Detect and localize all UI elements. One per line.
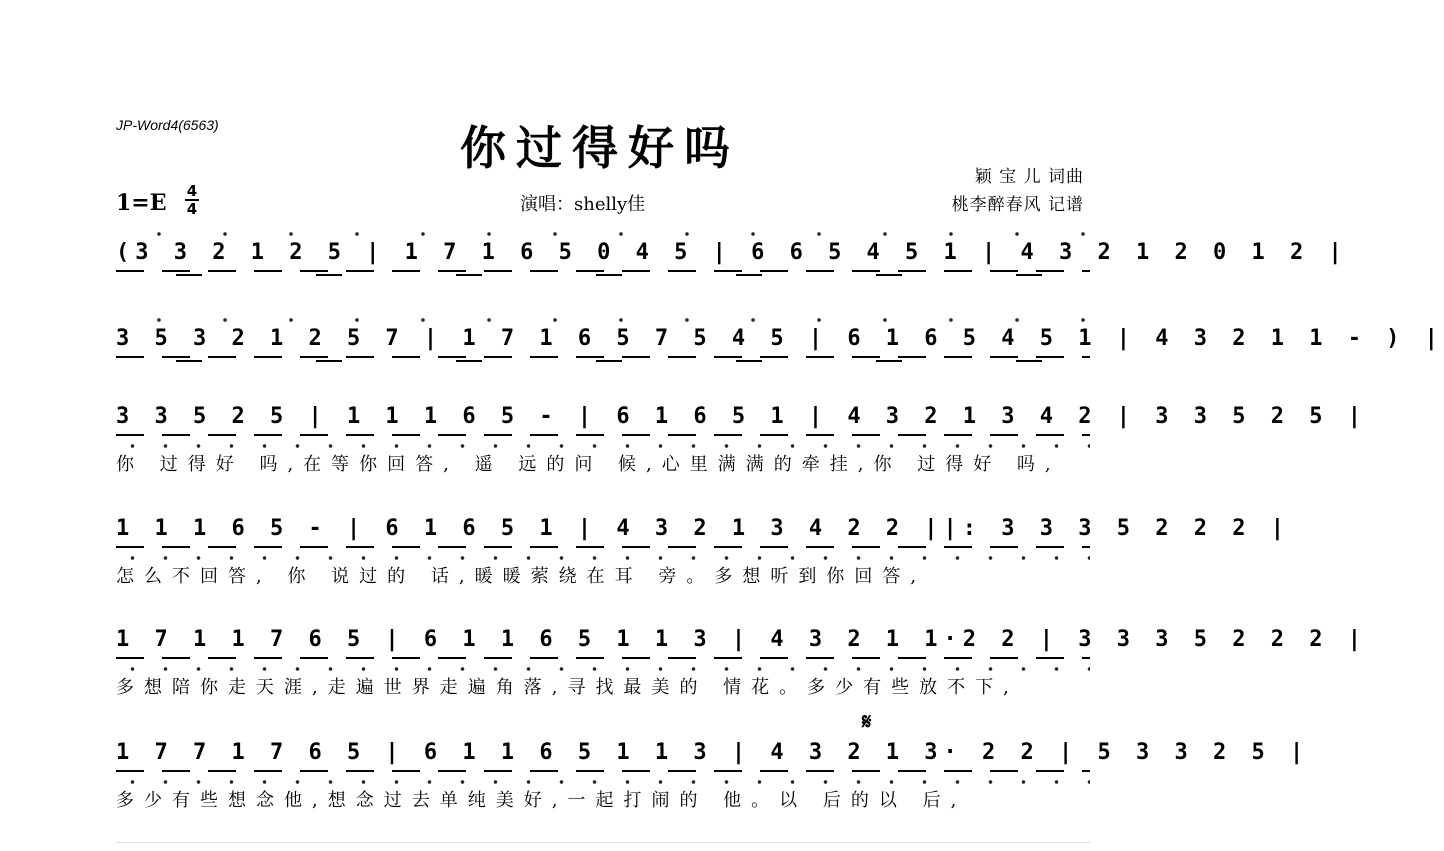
notes: 1 7 1 1 7 6 5 | 6 1 1 6 5 1 1 3 | 4 3 2 1 1·2 2 | 3 3 3 5 2 2 2 | [116,627,1367,652]
notes: 1 1 1 6 5 - | 6 1 6 5 1 | 4 3 2 1 3 4 2 2 ||: 3 3 3 5 2 2 2 | [116,516,1290,541]
notes: 3 5 3 2 1 2 5 7 | 1 7 1 6 5 7 5 4 5 | 6 1 6 5 4 5 1 | 4 3 2 1 1 - ) | [116,326,1444,351]
beam-lines [116,657,1090,663]
lyrics: 多想陪你走天涯,走遍世界走遍角落,寻找最美的 情花。多少有些放不下, [116,677,1019,698]
notes: 1 7 7 1 7 6 5 | 6 1 1 6 5 1 1 3 | 4 3 2 1 3· 2 2 | 5 3 3 2 5 | [116,740,1310,765]
beam-lines-double [116,360,1090,362]
beam-lines [116,770,1090,776]
song-title: 你过得好吗 [460,121,740,175]
composer-credit: 颖 宝 儿 词曲 [974,167,1084,187]
beam-lines [116,546,1090,552]
lyrics: 怎么不回答, 你 说过的 话,暖暖萦绕在耳 旁。多想听到你回答, [116,566,927,587]
lyrics: 你 过得好 吗,在等你回答, 遥 远的问 候,心里满满的牵挂,你 过得好 吗, [116,454,1061,475]
octave-dots-high [116,318,1090,322]
key-signature: 1=E [116,190,167,216]
beam-lines [116,434,1090,440]
notes: (3 3 2 1 2 5 | 1 7 1 6 5 0 4 5 | 6 6 5 4 5 1 | 4 3 2 1 2 0 1 2 | [116,240,1348,265]
time-signature-top: 4 [186,182,198,200]
octave-dots-low [116,667,1090,671]
lyrics: 多少有些想念他,想念过去单纯美好,一起打闹的 他。以 后的以 后, [116,790,967,811]
octave-dots-low [116,556,1090,560]
time-signature-bottom: 4 [186,200,198,218]
octave-dots-low [116,780,1090,784]
software-label: JP-Word4(6563) [116,117,219,133]
notes: 3 3 5 2 5 | 1 1 1 6 5 - | 6 1 6 5 1 | 4 3 2 1 3 4 2 | 3 3 5 2 5 | [116,404,1367,429]
cut-off-score-line [116,842,1090,851]
segno-sign: 𝄋 [862,710,872,735]
time-signature [185,184,199,216]
beam-lines-double [116,274,1090,276]
singer-credit: 演唱：shelly佳 [520,194,646,215]
octave-dots-high [116,232,1090,236]
transcriber-credit: 桃李醉春风 记谱 [951,195,1084,215]
octave-dots-low [116,444,1090,448]
